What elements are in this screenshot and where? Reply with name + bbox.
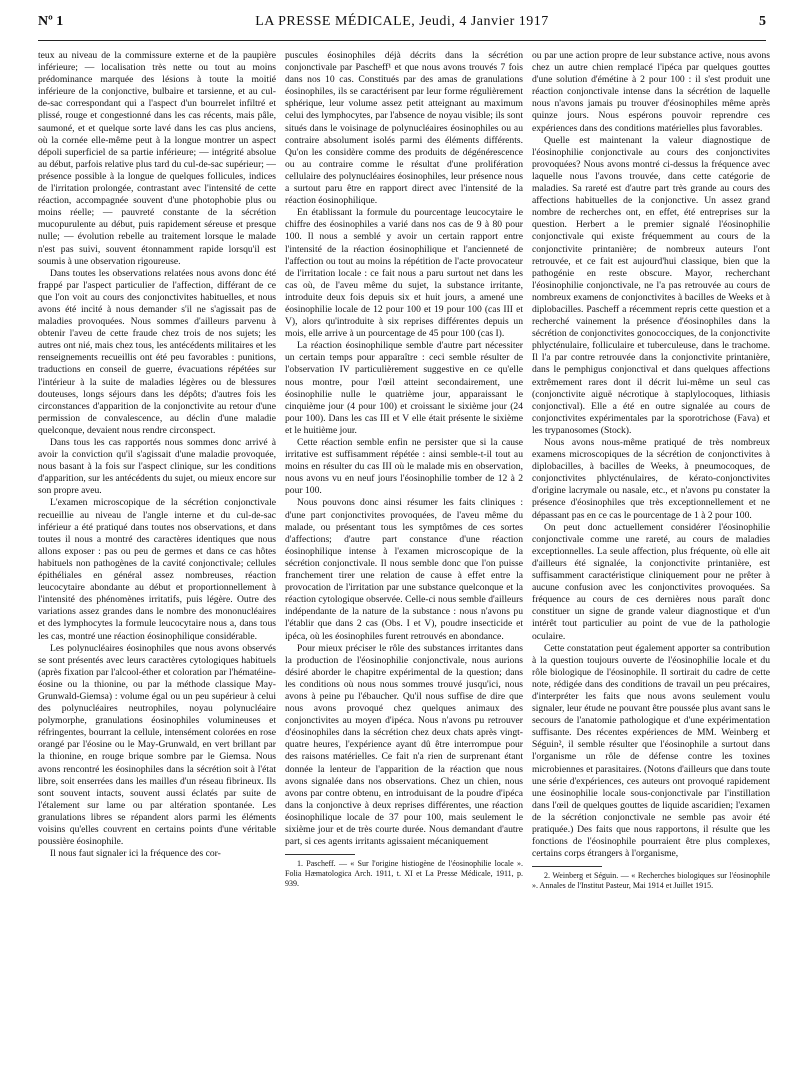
paragraph: teux au niveau de la commissure externe et de la paupière inférieure; — localisation très nette ou tout au moins prédominance marquée des lésions à toute la moitié inférieure de la conjonctive, bulbaire et tarsienne, et au cul-de-sac correspondant qui a l'aspect d'un bourrelet infiltré et plissé, rouge et congestionné dans les cas récents, mais pâle, saumoné, et et quelque sorte lavé dans les cas plus anciens, où la cornée elle-même peut à la longue montrer un aspect dépoli superficiel de sa partie inférieure; — intégrité absolue au début, parfois relative plus tard du cul-de-sac supérieur; — présence possible à la longue de quelques follicules, indices de l'irritation prolongée, contrastant avec l'intensité de cette réaction, accompagnée souvent d'une photophobie plus ou moins réelle; — pauvreté constante de la sécrétion mucopurulente au début, puis rapidement séreuse et presque nulle; — évolution rebelle au traitement lorsque le malade n'est pas suivi, souvent étonnamment rapide lorsqu'il est soumis à une observation rigoureuse.	[38, 50, 276, 267]
paragraph: Cette réaction semble enfin ne persister que si la cause irritative est suffisamment répétée : ainsi semble-t-il tout au moins en résulter du cas III où le malade mis en observation, nous avons vu en neuf jours l'éosinophilie tomber de 12 à 2 pour 100.	[285, 437, 523, 497]
paragraph: Il nous faut signaler ici la fréquence des cor-	[50, 848, 221, 860]
footnote: 2. Weinberg et Séguin. — « Recherches biologiques sur l'éosinophile ». Annales de l'Institut Pasteur, Mai 1914 et Juillet 1915.	[532, 871, 770, 891]
column-3	[532, 50, 770, 1070]
paragraph: puscules éosinophiles déjà décrits dans la sécrétion conjonctivale par Pascheff¹ et que nous avons trouvés 7 fois dans nos 10 cas. Constitués par des amas de granulations éosinophiles, ils se caractérisent par leur forme régulièrement sphérique, leur volume assez petit atteignant au maximum celui des lymphocytes, par l'absence de noyau visible; ils sont situés dans le voisinage de polynucléaires éosinophiles ou au contraire absolument isolés parmi des éléments différents. Qu'on les considère comme des produits de dégénérescence ou au contraire comme le résultat d'une prolifération cellulaire des polynucléaires éosinophiles, leur présence nous a surtout paru être en rapport direct avec l'intensité de la réaction éosinophilique.	[285, 50, 523, 207]
page-header	[38, 14, 766, 34]
paragraph: Pour mieux préciser le rôle des substances irritantes dans la production de l'éosinophilie conjonctivale, nous aurions désiré aborder le chapitre expérimental de la question; dans les conditions où nous nous sommes trouvé jusqu'ici, nous avons à peine pu l'ébaucher. Qu'il nous suffise de dire que nous avons provoqué chez quelques animaux des conjonctivites au moyen d'ipéca. Nous n'avons pu retrouver d'éosinophiles dans la sécrétion chez deux chats après vingt-quatre heures, l'expérience ayant dû être interrompue pour des raisons matérielles. Ce fait n'a rien de surprenant étant donnée la lenteur de l'apparition de la réaction que nous avons signalée dans nos observations. Chez un chien, nous avons par contre obtenu, en introduisant de la poudre d'ipéca dans la conjonctive à deux reprises différentes, une réaction éosinophilique locale de 37 pour 100, mais seulement le sixième jour et de très courte durée. Nous demandant d'autre part, si ces agents irritants agissaient mécaniquement	[285, 642, 523, 848]
paragraph: Dans tous les cas rapportés nous sommes donc arrivé à avoir la conviction qu'il s'agissait d'une maladie provoquée, nous basant à la fois sur l'aspect clinique, sur les conditions d'apparition, sur les antécédents du sujet, ou mieux encore sur son propre aveu.	[38, 437, 276, 497]
paragraph: En établissant la formule du pourcentage leucocytaire le chiffre des éosinophiles a varié dans nos cas de 9 à 80 pour 100. Il nous a semblé y avoir un certain rapport entre l'intensité de la réaction éosinophilique et l'ancienneté de l'affection ou tout au moins la répétition de l'acte provocateur de l'irritation locale : ce fait nous a paru surtout net dans les cas où, de l'aveu même du sujet, la substance irritante, introduite deux fois depuis six et huit jours, a amené une éosinophilie locale de 12 pour 100 et 19 pour 100 (cas III et V), alors qu'introduite à six reprises différentes depuis un mois, elle arrive à un pourcentage de 45 pour 100 (cas I).	[285, 207, 523, 340]
column-1	[38, 50, 276, 1070]
paragraph: Nous avons nous-même pratiqué de très nombreux examens microscopiques de la sécrétion de conjonctivites à diplobacilles, à bacilles de Weeks, à pneumocoques, de conjonctivites phlycténulaires, de kérato-conjonctivites d'origine lacrymale ou nasale, etc., et n'avons pu constater la présence d'éosinophiles que très exceptionnellement et ne dépassant pas en ce cas le pourcentage de 1 à 2 pour 100.	[532, 437, 770, 521]
footnote: 1. Pascheff. — « Sur l'origine histiogène de l'éosinophilie locale ». Folia Hæmatologica Arch. 1911, t. XI et La Presse Médicale, 1911, p. 939.	[285, 859, 523, 889]
paragraph: Quelle est maintenant la valeur diagnostique de l'éosinophilie conjonctivale au cours des conjonctivites provoquées? Nous avons montré ci-dessus la fréquence avec laquelle nous l'avons trouvée, dans cette catégorie de maladies. Sa rareté est d'autre part très grande au cours des affections habituelles de la conjonctive. Un assez grand nombre de recherches ont, en effet, été entreprises sur la question. Herbert a le premier signalé l'éosinophilie conjonctivale qui existe fréquemment au cours de la conjonctivite printanière; de nombreux auteurs l'ont retrouvée, et ce fait est aujourd'hui classique, bien que la pathogénie en reste obscure. Mayor, recherchant l'éosinophilie conjonctivale, ne l'a pas retrouvée au cours de nombreux examens de conjonctivites à bacilles de Weeks et à diplobacilles. Pascheff a récemment repris cette question et a recherché vainement la présence d'éosinophiles dans la sécrétion de conjonctivites gonococciques, de la conjonctivite phlycténulaire, folliculaire et tuberculeuse, dans le trachome. Il l'a par contre retrouvée dans la conjonctivite printanière, dans le pemphigus conjonctival et dans quelques affections extrêmement rares dont il décrit lui-même un seul cas (conjonctivite aiguë nécrotique à staplylocoques, lithiasis conjonctival). Elle a été en outre signalée au cours de conjonctivites expérimentales par la sporotrichose (Fava) et les trypanosomes (Stock).	[532, 134, 770, 436]
footnote-rule	[532, 866, 602, 867]
journal-title: LA PRESSE MÉDICALE, Jeudi, 4 Janvier 1917	[255, 14, 549, 29]
paragraph: On peut donc actuellement considérer l'éosinophilie conjonctivale comme une rareté, au cours de maladies exceptionnelles. La seule affection, plus fréquente, où elle ait d'ailleurs été signalée, la conjonctivite printanière, est suffisamment caractéristique cliniquement pour ne prêter à aucune confusion avec les conjonctivites provoquées. Sa fréquence au cours de ces dernières nous paraît donc constituer un signe de grande valeur diagnostique et d'un intérêt tout particulier au point de vue de la pathologie oculaire.	[532, 521, 770, 642]
page-number: 5	[759, 14, 766, 29]
paragraph: Dans toutes les observations relatées nous avons donc été frappé par l'aspect particulier de l'affection, différant de ce que l'on voit au cours des conjonctivites habituelles, et nous avons été incité à nous demander s'il ne s'agissait pas de maladies provoquées. Nous sommes d'ailleurs parvenu à obtenir l'aveu de cette fraude chez trois de nos sujets; les autres ont nié, mais chez tous, les antécédents militaires et les renseignements recueillis ont été peu favorables : punitions, traductions en conseil de guerre, évacuations répétées sur l'intérieur à la suite de maladies légères ou de blessures douteuses, longs séjours dans les dépôts; d'autres fois les circonstances d'apparition de la conjonctivite au retour d'une permission de convalescence, au déclin d'une maladie quelconque, devaient nous rendre circonspect.	[38, 267, 276, 436]
footnote-rule	[285, 854, 355, 855]
paragraph: Cette constatation peut également apporter sa contribution à la question toujours ouverte de l'éosinophilie locale et du rôle biologique de l'éosinophile. Il sortirait du cadre de cette note, rédigée dans des conditions de travail un peu précaires, d'interpréter les faits que nous avons seulement voulu signaler, leur étude ne pouvant être poussée plus avant sans le secours de l'anatomie pathologique et d'une expérimentation suffisante. Des récentes expériences de MM. Weinberg et Séguin², il semble résulter que l'éosinophile a surtout dans l'organisme un rôle de défense contre les toxines microbiennes et parasitaires. (Notons d'ailleurs que dans toute une série d'expériences, ces auteurs ont provoqué rapidement une éosinophilie locale sous-conjonctivale par l'instillation dans l'œil de quelques gouttes de liquide ascaridien; l'examen de la sécrétion conjonctivale ne semble pas avoir été pratiquée.) Des faits que nous rapportons, il résulte que les fonctions de l'éosinophile pourraient être plus complexes, certains corps étrangers à l'organisme,	[532, 642, 770, 860]
paragraph: La réaction éosinophilique semble d'autre part nécessiter un certain temps pour apparaître : ceci semble résulter de l'observation IV particulièrement suggestive en ce qu'elle nous montre, pour l'œil atteint secondairement, une éosinophilie nulle le quatrième jour, apparaissant le cinquième jour (4 pour 100) et croissant le sixième jour (24 pour 100). Dans les cas III et V elle était présente le sixième et le huitième jour.	[285, 340, 523, 436]
paragraph: ou par une action propre de leur substance active, nous avons chez un autre chien remplacé l'ipéca par quelques gouttes d'une solution d'émétine à 2 pour 100 : il s'est produit une réaction conjonctivale intense dans la sécrétion de laquelle nous n'avons jamais pu trouver d'éosinophiles même après quinze jours. Nous espérons pouvoir reprendre ces expériences dans des conditions matérielles plus favorables.	[532, 50, 770, 134]
issue-number: Nº 1	[38, 14, 64, 29]
paragraph: Nous pouvons donc ainsi résumer les faits cliniques : d'une part conjonctivites provoquées, de l'aveu même du malade, ou présentant tous les symptômes de ces sortes d'affections; d'autre part constance d'une réaction éosinophilique intense à l'examen microscopique de la sécrétion conjonctivale. Il nous semble donc que l'on puisse franchement tirer une relation de cause à effet entre la provocation de l'irritation par une substance quelconque et la réaction cytologique observée. Celle-ci nous semble d'ailleurs indépendante de la nature de la substance : nous n'avons pu l'établir que dans 2 cas (Obs. I et V), poudre insecticide et ipéca, où les éosinophiles furent retrouvés en abondance.	[285, 497, 523, 642]
paragraph: L'examen microscopique de la sécrétion conjonctivale recueillie au niveau de l'angle interne et du cul-de-sac inférieur a été pratiqué dans toutes nos observations, et dans toutes il nous a montré des caractères identiques que nous allons exposer : pas ou peu de germes et dans ce cas hôtes habituels non pathogènes de la cavité conjonctivale; cellules épithéliales en général assez nombreuses, réaction leucocytaire abondante au début et proportionnellement à l'intensité des phénomènes irritatifs, puis légère. Outre des variations assez grandes dans le nombre des mononucléaires et des lymphocytes la formule leucocytaire nous a, dans tous les cas, montré une réaction éosinophilique considérable.	[38, 497, 276, 642]
column-2	[285, 50, 523, 1070]
header-rule	[38, 40, 766, 41]
paragraph: Les polynucléaires éosinophiles que nous avons observés se sont présentés avec leurs caractères cytologiques habituels (après fixation par l'alcool-éther et coloration par l'hématéine-éosine ou la thionine, ou par la méthode classique May-Grunwald-Giemsa) : volume égal ou un peu supérieur à celui des polynucléaires neutrophiles, noyau polynucléaire polymorphe, granulations éosinophiles volumineuses et réfringentes, bourrant la cellule, intensément colorées en rose orangé par l'éosine ou le May-Grunwald, en vert brillant par la thionine, en rouge brique sombre par le Giemsa. Nous avons rencontré les éosinophiles dans la sécrétion soit à l'état libre, soit enserrées dans les mailles d'un réseau fibrineux. Ils sont souvent intacts, souvent aussi éclatés par suite de l'étalement sur lame ou par altération spontanée. Les granulations libres se répandent alors parmi les éléments voisins qu'elles couvrent en certains points d'une véritable poussière éosinophile.	[38, 642, 276, 848]
